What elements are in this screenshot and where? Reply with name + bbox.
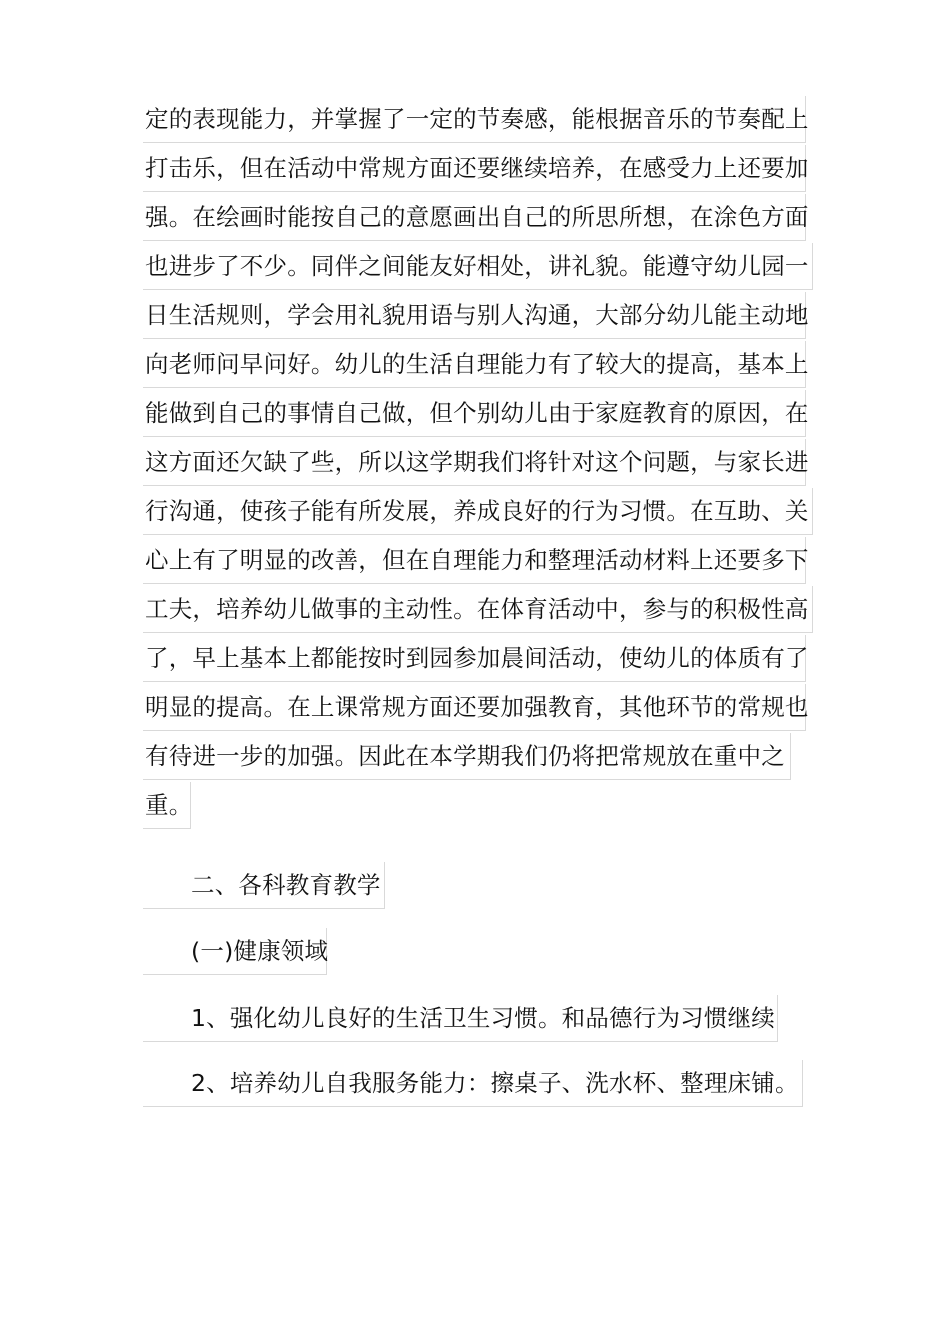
list-item: 2、培养幼儿自我服务能力：擦桌子、洗水杯、整理床铺。 — [143, 1060, 803, 1107]
paragraph-line: 了，早上基本上都能按时到园参加晨间活动，使幼儿的体质有了 — [143, 635, 806, 682]
paragraph-line: 明显的提高。在上课常规方面还要加强教育，其他环节的常规也 — [143, 684, 806, 731]
list-item: 1、强化幼儿良好的生活卫生习惯。和品德行为习惯继续 — [143, 995, 778, 1042]
paragraph-line: 强。在绘画时能按自己的意愿画出自己的所思所想，在涂色方面 — [143, 194, 806, 241]
subsection-heading: (一)健康领域 — [143, 928, 327, 975]
paragraph-line: 也进步了不少。同伴之间能友好相处，讲礼貌。能遵守幼儿园一 — [143, 243, 813, 290]
paragraph-line: 这方面还欠缺了些，所以这学期我们将针对这个问题，与家长进 — [143, 439, 806, 486]
paragraph-line: 日生活规则，学会用礼貌用语与别人沟通，大部分幼儿能主动地 — [143, 292, 806, 339]
paragraph-line: 有待进一步的加强。因此在本学期我们仍将把常规放在重中之 — [143, 733, 791, 780]
paragraph-line: 工夫，培养幼儿做事的主动性。在体育活动中，参与的积极性高 — [143, 586, 813, 633]
section-heading: 二、各科教育教学 — [143, 862, 385, 909]
paragraph-line: 向老师问早问好。幼儿的生活自理能力有了较大的提高，基本上 — [143, 341, 806, 388]
paragraph-line: 能做到自己的事情自己做，但个别幼儿由于家庭教育的原因，在 — [143, 390, 806, 437]
paragraph-line: 重。 — [143, 782, 191, 829]
paragraph-line: 打击乐，但在活动中常规方面还要继续培养，在感受力上还要加 — [143, 145, 806, 192]
paragraph-line: 行沟通，使孩子能有所发展，养成良好的行为习惯。在互助、关 — [143, 488, 813, 535]
paragraph-line: 定的表现能力，并掌握了一定的节奏感，能根据音乐的节奏配上 — [143, 96, 806, 143]
paragraph-line: 心上有了明显的改善，但在自理能力和整理活动材料上还要多下 — [143, 537, 806, 584]
